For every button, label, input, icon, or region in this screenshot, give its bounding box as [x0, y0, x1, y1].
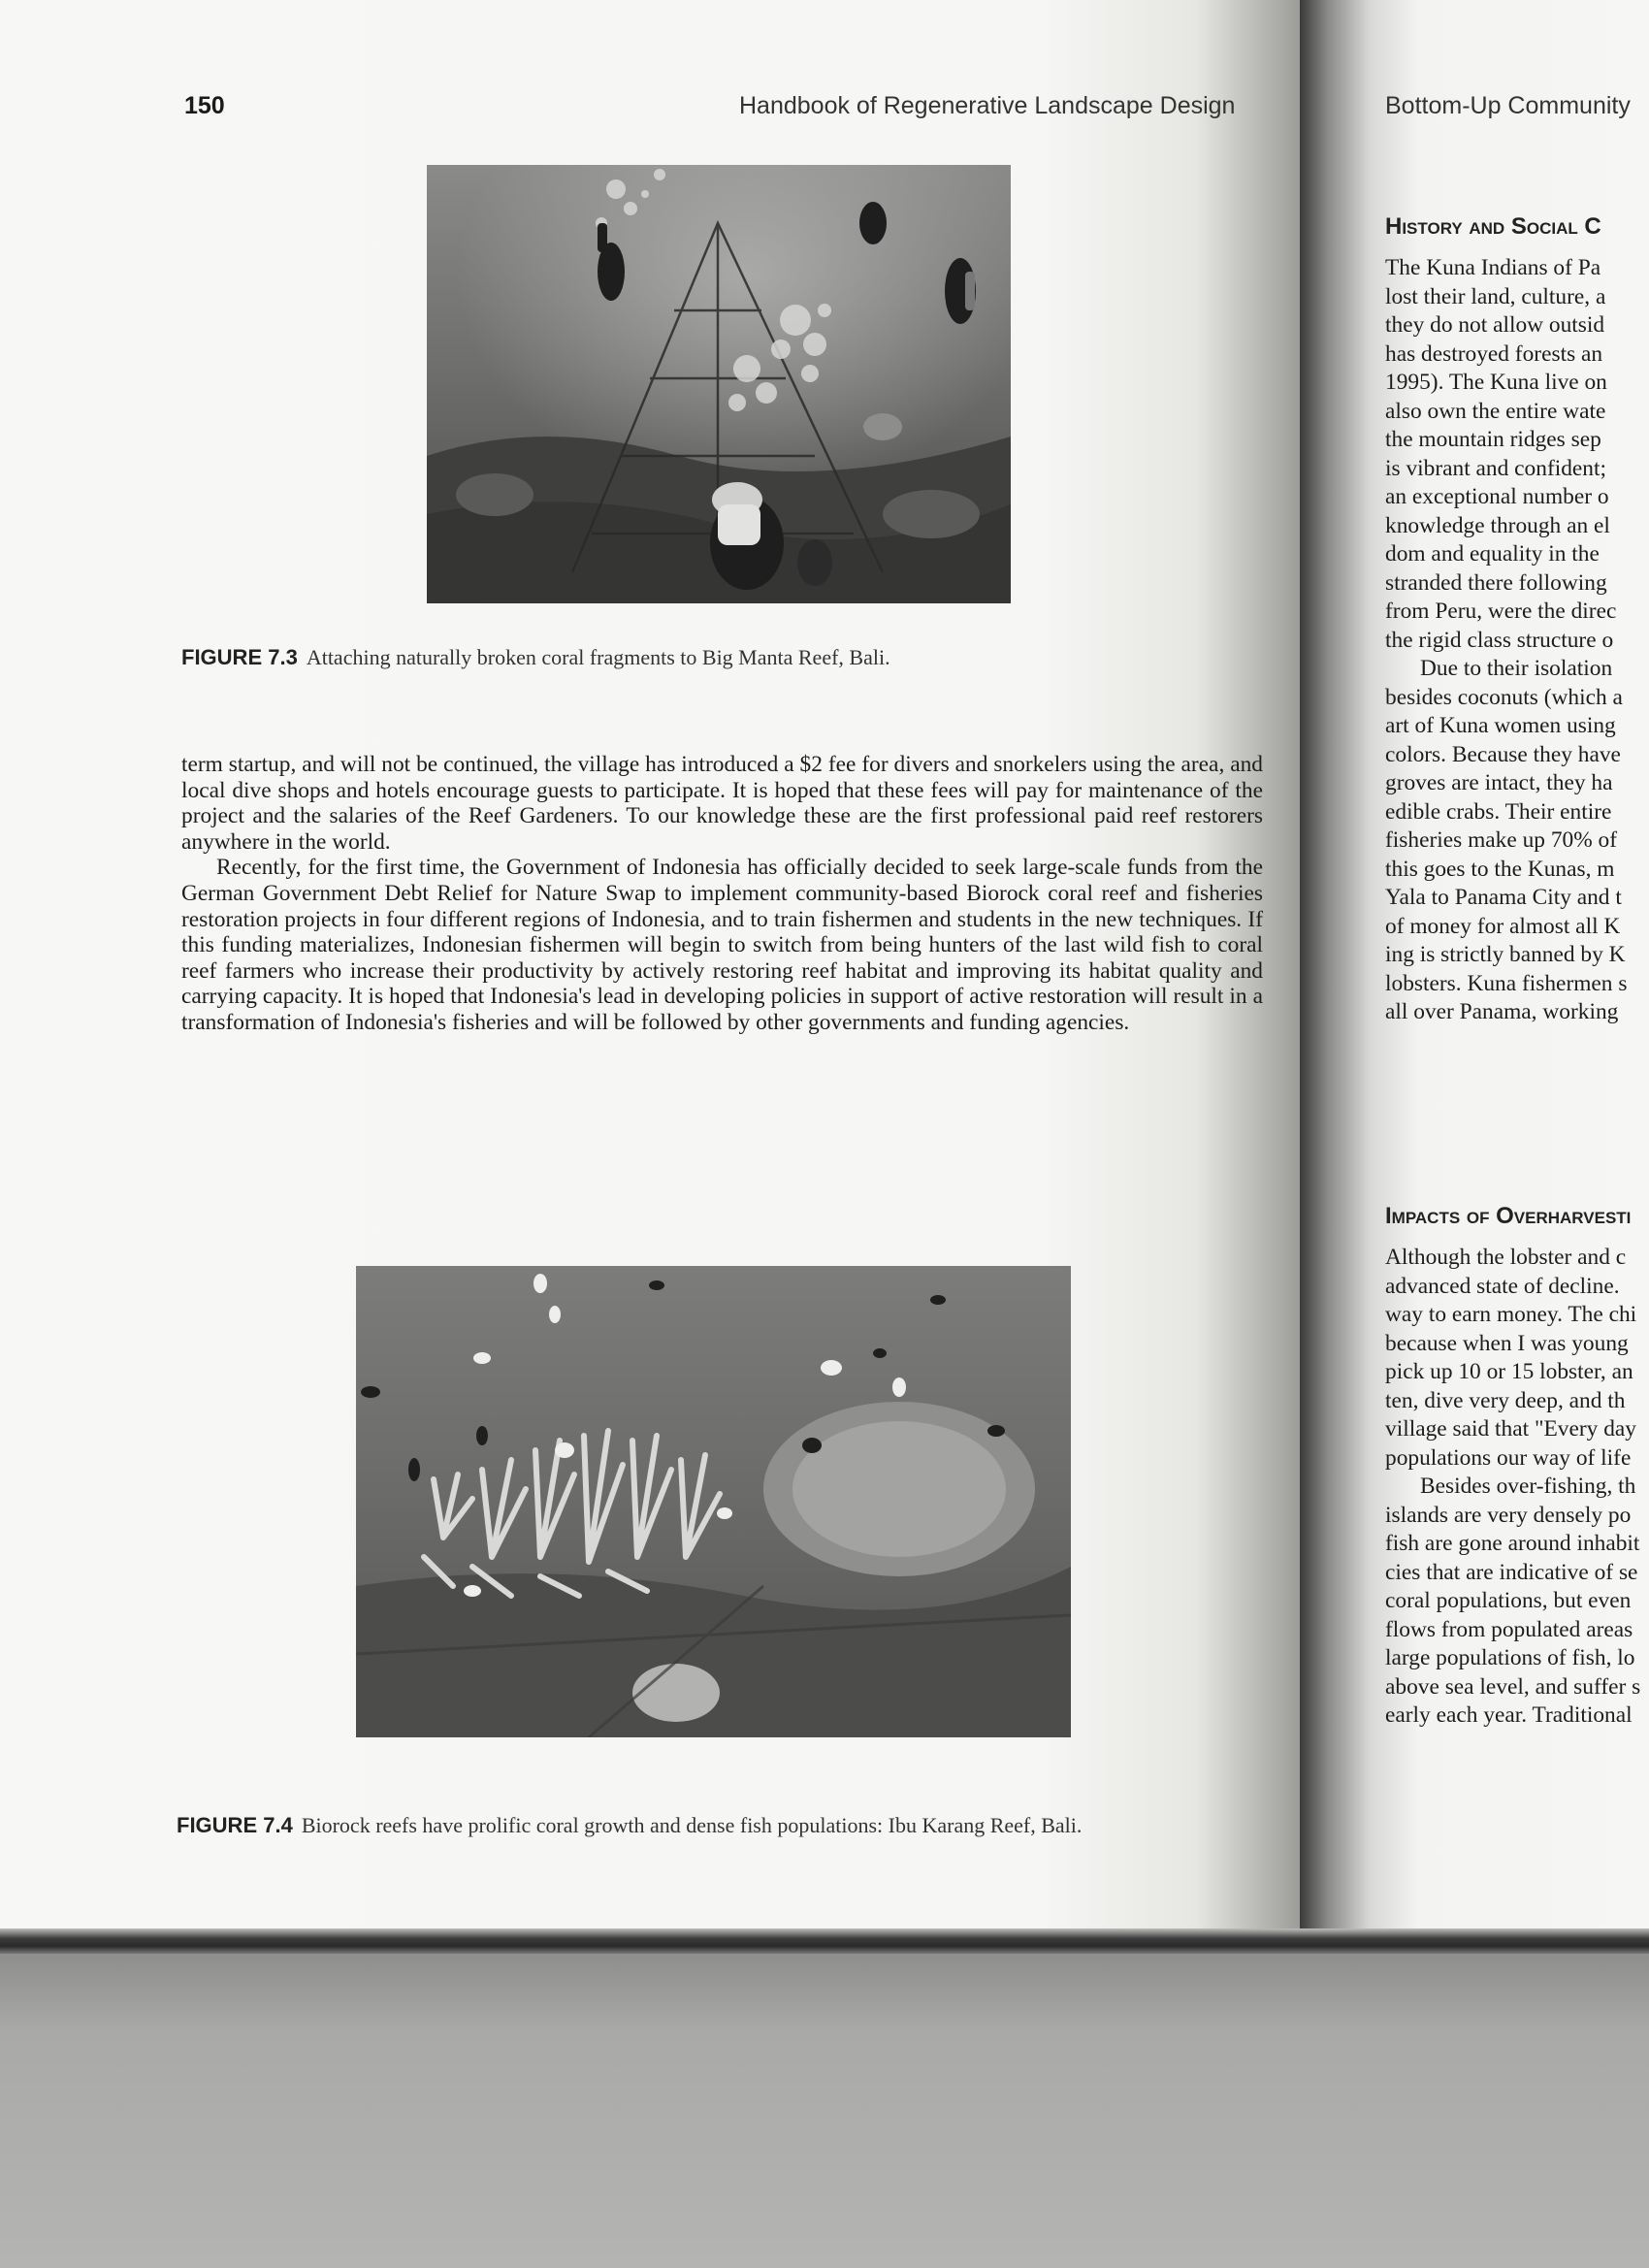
text-line: The Kuna Indians of Pa: [1385, 255, 1601, 280]
text-line: lost their land, culture, a: [1385, 283, 1606, 309]
text-line: an exceptional number o: [1385, 484, 1609, 509]
text-line: has destroyed forests an: [1385, 340, 1603, 367]
text-line: because when I was young: [1385, 1330, 1629, 1356]
text-line: Although the lobster and c: [1385, 1245, 1627, 1270]
text-line: the mountain ridges sep: [1385, 427, 1601, 452]
body-text: [181, 752, 1263, 1036]
text-line: 1995). The Kuna live on: [1385, 370, 1607, 395]
text-line: populations our way of life: [1385, 1444, 1632, 1471]
text-line: edible crabs. Their entire: [1385, 798, 1612, 825]
figure-7-3-caption: [181, 645, 890, 670]
caption-text: Attaching naturally broken coral fragments to Big Manta Reef, Bali.: [306, 645, 890, 669]
text-line: advanced state of decline.: [1385, 1273, 1620, 1299]
text-line: all over Panama, working: [1385, 999, 1619, 1024]
text-line: fisheries make up 70% of: [1385, 827, 1618, 853]
figure-7-4-caption: [177, 1813, 1082, 1838]
caption-text: Biorock reefs have prolific coral growth and dense fish populations: Ibu Karang Reef, Bali.: [301, 1813, 1083, 1837]
book-edge: [0, 1928, 1649, 1954]
figure-7-3-photo: [427, 165, 1011, 603]
text-line: from Peru, were the direc: [1385, 599, 1617, 624]
text-line: ing is strictly banned by K: [1385, 942, 1626, 967]
text-line: large populations of fish, lo: [1385, 1645, 1635, 1670]
text-line: ten, dive very deep, and th: [1385, 1387, 1626, 1413]
text-line: the rigid class structure o: [1385, 627, 1614, 653]
scanner-bed: [0, 1954, 1649, 2268]
text-line: village said that "Every day: [1385, 1416, 1636, 1442]
text-line: they do not allow outsid: [1385, 312, 1605, 338]
text-line: knowledge through an el: [1385, 512, 1610, 538]
paragraph: Recently, for the first time, the Government of Indonesia has officially decided to seek large-scale funds from the German Government Debt Relief for Nature Swap to implement community-based Biorock coral reef and fisheries restoration projects in four different regions of Indonesia, and to train fishermen and students in the new techniques. If this funding materializes, Indonesian fishermen will begin to switch from being hunters of the last wild fish to coral reef farmers who increase their productivity by actively restoring reef habitat and improving its habitat quality and carrying capacity. It is hoped that Indonesia's lead in developing policies in support of active restoration will result in a transformation of Indonesia's fisheries and will be followed by other governments and funding agencies.: [181, 855, 1263, 1035]
running-head: Handbook of Regenerative Landscape Design: [739, 92, 1236, 119]
page-number: 150: [184, 92, 225, 119]
text-line: besides coconuts (which a: [1385, 684, 1623, 710]
text-line: cies that are indicative of se: [1385, 1559, 1638, 1585]
text-line: of money for almost all K: [1385, 913, 1621, 939]
text-line: this goes to the Kunas, m: [1385, 856, 1615, 882]
text-line: art of Kuna women using: [1385, 713, 1616, 738]
text-line: also own the entire wate: [1385, 398, 1606, 424]
section-heading-history: History and Social C: [1385, 213, 1601, 240]
text-line: islands are very densely po: [1385, 1502, 1632, 1528]
text-line: pick up 10 or 15 lobster, an: [1385, 1359, 1633, 1384]
text-line: dom and equality in the: [1385, 541, 1600, 567]
text-line: lobsters. Kuna fishermen s: [1385, 970, 1628, 996]
right-running-head: Bottom-Up Community: [1385, 92, 1631, 119]
text-line: Besides over-fishing, th: [1420, 1474, 1636, 1499]
text-line: above sea level, and suffer s: [1385, 1673, 1641, 1700]
figure-7-4-photo: [356, 1266, 1071, 1737]
right-page: [1300, 0, 1649, 1940]
text-line: coral populations, but even: [1385, 1588, 1632, 1613]
text-line: Due to their isolation: [1420, 656, 1613, 681]
text-line: fish are gone around inhabit: [1385, 1531, 1640, 1556]
figure-label: FIGURE 7.4: [177, 1813, 293, 1837]
section-heading-impacts: Impacts of Overharvesti: [1385, 1203, 1632, 1229]
text-line: flows from populated areas: [1385, 1616, 1633, 1642]
section-2-text: [1385, 1244, 1640, 1731]
section-1-text: [1385, 254, 1627, 1027]
text-line: early each year. Traditional: [1385, 1702, 1633, 1728]
text-line: colors. Because they have: [1385, 741, 1621, 767]
figure-label: FIGURE 7.3: [181, 645, 298, 669]
text-line: is vibrant and confident;: [1385, 455, 1607, 481]
text-line: Yala to Panama City and t: [1385, 885, 1622, 910]
text-line: way to earn money. The chi: [1385, 1302, 1637, 1327]
text-line: groves are intact, they ha: [1385, 770, 1613, 795]
text-line: stranded there following: [1385, 569, 1607, 596]
paragraph: term startup, and will not be continued, the village has introduced a $2 fee for divers and snorkelers using the area, and local dive shops and hotels encourage guests to participate. It is hoped that these fees will pay for maintenance of the project and the salaries of the Reef Gardeners. To our knowledge these are the first professional paid reef restorers anywhere in the world.: [181, 752, 1263, 855]
